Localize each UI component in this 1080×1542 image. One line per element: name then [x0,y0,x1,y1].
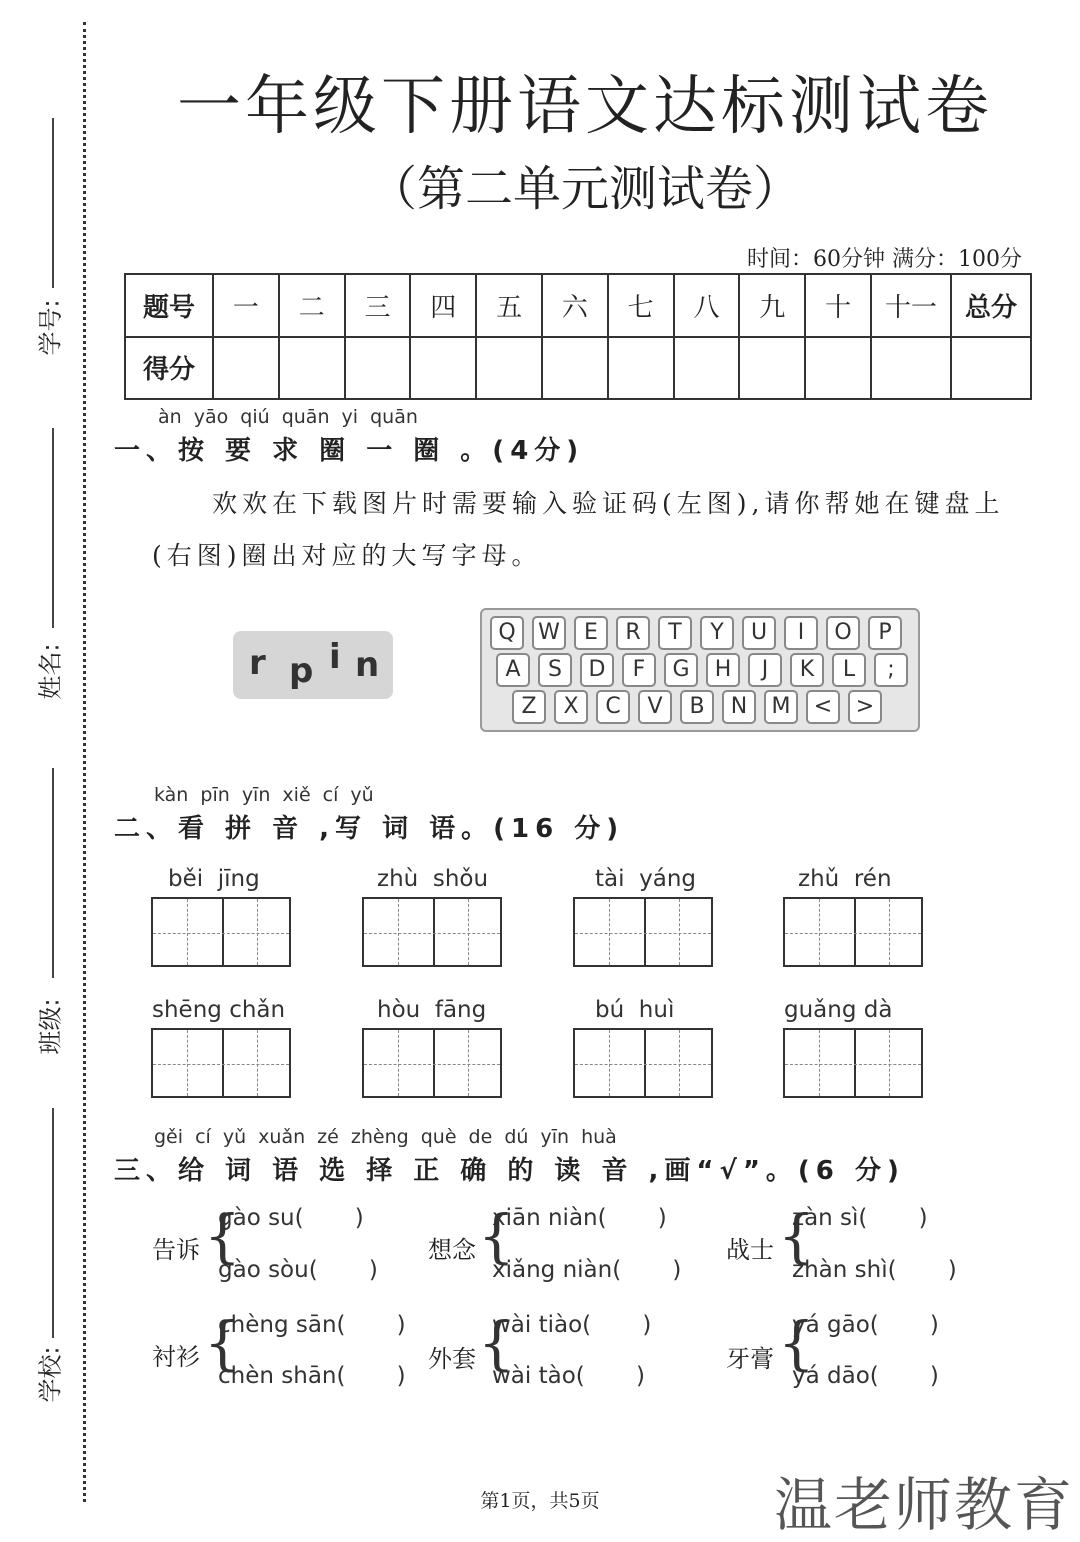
section1-title: 一、按 要 求 圈 一 圈 。(4分) [114,436,585,466]
class-line [52,768,54,978]
keyboard-key[interactable]: J [748,653,782,687]
score-cell[interactable] [542,337,608,400]
name-label: 姓名: [36,643,65,700]
student-id-line [52,118,54,288]
keyboard-key[interactable]: B [680,690,714,724]
table-header-cell: 总分 [951,274,1031,337]
page-title: 一年级下册语文达标测试卷 [177,70,993,144]
writing-grid[interactable] [362,897,502,967]
pinyin-option[interactable]: xiǎng niàn( ) [492,1257,682,1283]
keyboard-key[interactable]: H [706,653,740,687]
word-pinyin: tài yáng [595,866,697,892]
writing-grid[interactable] [362,1028,502,1098]
name-line [52,428,54,628]
table-header-cell: 题号 [125,274,213,337]
keyboard-key[interactable]: G [664,653,698,687]
keyboard-key[interactable]: N [722,690,756,724]
captcha-char: r [249,643,266,683]
score-table-header-row [125,274,1031,337]
section1-instruction-line1: 欢欢在下载图片时需要输入验证码(左图),请你帮她在键盘上 [212,489,1005,518]
keyboard-key[interactable]: K [790,653,824,687]
table-header-cell: 一 [213,274,279,337]
brace-icon: { [478,1202,515,1270]
word-pinyin: shēng chǎn [152,997,286,1023]
captcha-char: n [355,645,380,685]
table-header-cell: 十 [805,274,871,337]
word-pinyin: zhù shǒu [377,866,489,892]
keyboard-key[interactable]: V [638,690,672,724]
vocab-word: 战士 [726,1236,774,1264]
score-cell[interactable] [410,337,476,400]
word-pinyin: guǎng dà [784,997,893,1023]
pinyin-option[interactable]: chèn shān( ) [218,1363,406,1389]
keyboard-key[interactable]: Q [490,616,524,650]
score-cell[interactable] [674,337,740,400]
keyboard-key[interactable]: X [554,690,588,724]
pinyin-option[interactable]: yá dāo( ) [792,1363,939,1389]
section2-pinyin: kàn pīn yīn xiě cí yǔ [154,784,374,806]
table-header-cell: 四 [410,274,476,337]
pinyin-option[interactable]: yá gāo( ) [792,1312,939,1338]
section3-pinyin: gěi cí yǔ xuǎn zé zhèng què de dú yīn huà [154,1126,617,1148]
writing-grid[interactable] [573,897,713,967]
school-line [52,1108,54,1338]
table-header-cell: 二 [279,274,345,337]
table-header-cell: 三 [345,274,411,337]
word-pinyin: bú huì [595,997,675,1023]
pinyin-option[interactable]: zhàn shì( ) [792,1257,957,1283]
keyboard-key[interactable]: A [496,653,530,687]
keyboard-key[interactable]: U [742,616,776,650]
time-score-info: 时间：60分钟 满分：100分 [747,247,1022,272]
pinyin-option[interactable]: xiān niàn( ) [492,1205,667,1231]
keyboard-key[interactable]: Z [512,690,546,724]
word-pinyin: zhǔ rén [798,866,892,892]
keyboard-key[interactable]: O [826,616,860,650]
pinyin-option[interactable]: zàn sì( ) [792,1205,928,1231]
score-cell[interactable] [805,337,871,400]
brace-icon: { [204,1202,241,1270]
keyboard-key[interactable]: T [658,616,692,650]
vocab-word: 衬衫 [152,1343,200,1371]
binding-dotted-line [83,22,86,1502]
score-cell[interactable] [608,337,674,400]
section1-instruction-line2: (右图)圈出对应的大写字母。 [152,541,542,570]
keyboard-key[interactable]: E [574,616,608,650]
keyboard-key[interactable]: S [538,653,572,687]
table-header-cell: 八 [674,274,740,337]
word-pinyin: hòu fāng [377,997,487,1023]
captcha-char: p [289,651,314,691]
student-id-label: 学号: [36,299,65,356]
keyboard-key[interactable]: P [868,616,902,650]
score-cell[interactable] [739,337,805,400]
writing-grid[interactable] [573,1028,713,1098]
keyboard-key[interactable]: I [784,616,818,650]
score-cell[interactable] [279,337,345,400]
brace-icon: { [778,1202,815,1270]
writing-grid[interactable] [151,897,291,967]
table-header-cell: 五 [476,274,542,337]
table-row-label: 得分 [125,337,213,400]
score-cell[interactable] [951,337,1031,400]
keyboard-key[interactable]: < [806,690,840,724]
table-header-cell: 九 [739,274,805,337]
keyboard-key[interactable]: C [596,690,630,724]
captcha-image [233,631,393,699]
keyboard-key[interactable]: W [532,616,566,650]
writing-grid[interactable] [151,1028,291,1098]
watermark: 温老师教育 [773,1471,1074,1539]
keyboard-key[interactable]: F [622,653,656,687]
score-table [124,273,1032,400]
writing-grid[interactable] [783,1028,923,1098]
vocab-word: 外套 [428,1345,476,1373]
keyboard-key[interactable]: > [848,690,882,724]
page-number: 第1页，共5页 [480,1490,600,1512]
score-cell[interactable] [213,337,279,400]
table-header-cell: 六 [542,274,608,337]
brace-icon: { [204,1309,241,1377]
table-header-cell: 十一 [871,274,951,337]
table-header-cell: 七 [608,274,674,337]
writing-grid[interactable] [783,897,923,967]
keyboard-key[interactable]: L [832,653,866,687]
score-cell[interactable] [345,337,411,400]
school-label: 学校: [36,1346,65,1403]
vocab-word: 告诉 [152,1236,200,1264]
section1-pinyin: àn yāo qiú quān yi quān [158,406,418,428]
score-cell[interactable] [871,337,951,400]
captcha-char: i [329,637,341,677]
keyboard-key[interactable]: D [580,653,614,687]
brace-icon: { [778,1309,815,1377]
class-label: 班级: [36,998,65,1055]
vocab-word: 想念 [428,1236,476,1264]
pinyin-option[interactable]: wài tiào( ) [492,1312,652,1338]
pinyin-option[interactable]: wài tào( ) [492,1363,645,1389]
pinyin-option[interactable]: chèng sān( ) [218,1312,406,1338]
keyboard-key[interactable]: ; [874,653,908,687]
score-table-score-row [125,337,1031,400]
keyboard-image [480,608,920,732]
pinyin-option[interactable]: gào su( ) [218,1205,364,1231]
pinyin-option[interactable]: gào sòu( ) [218,1257,378,1283]
brace-icon: { [478,1309,515,1377]
word-pinyin: běi jīng [168,866,260,892]
page-subtitle: （第二单元测试卷） [368,161,801,217]
section3-title: 三、给 词 语 选 择 正 确 的 读 音 ,画“√”。(6 分) [114,1156,905,1186]
score-cell[interactable] [476,337,542,400]
section2-title: 二、看 拼 音 ,写 词 语。(16 分) [114,814,625,844]
vocab-word: 牙膏 [726,1345,774,1373]
keyboard-key[interactable]: M [764,690,798,724]
keyboard-key[interactable]: Y [700,616,734,650]
keyboard-key[interactable]: R [616,616,650,650]
